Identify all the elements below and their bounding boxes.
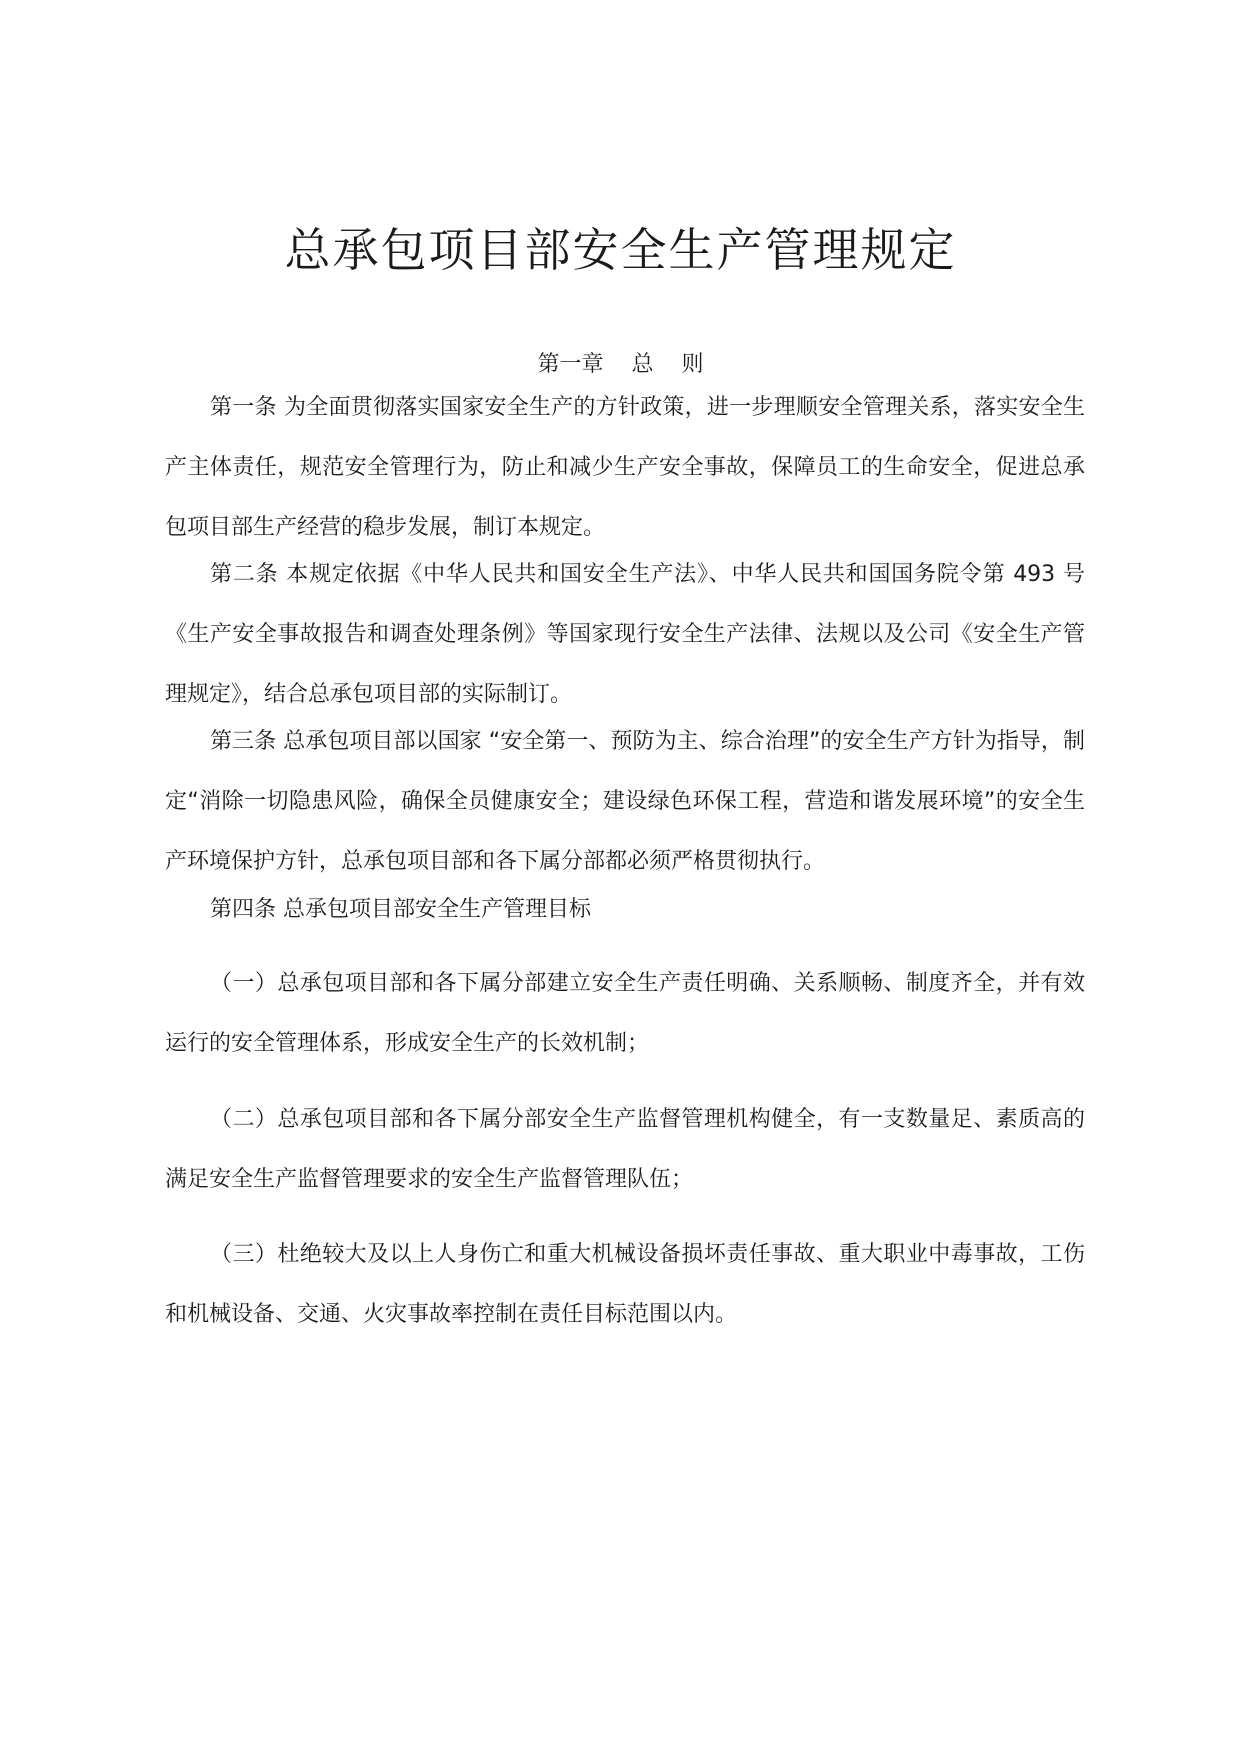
document-title: 总承包项目部安全生产管理规定 [284, 223, 957, 277]
article-4-item-3: （三）杜绝较大及以上人身伤亡和重大机械设备损坏责任事故、重大职业中毒事故，工伤和机械设备、交通、火灾事故率控制在责任目标范围以内。 [165, 1242, 1085, 1327]
article-1: 第一条 为全面贯彻落实国家安全生产的方针政策，进一步理顺安全管理关系，落实安全生产主体责任，规范安全管理行为，防止和减少生产安全事故，保障员工的生命安全，促进总承包项目部生产经营的稳步发展，制订本规定。 [165, 395, 1085, 540]
article-4-item-2: （二）总承包项目部和各下属分部安全生产监督管理机构健全，有一支数量足、素质高的满足安全生产监督管理要求的安全生产监督管理队伍； [165, 1107, 1085, 1192]
article-4-item-1: （一）总承包项目部和各下属分部建立安全生产责任明确、关系顺畅、制度齐全，并有效运行的安全管理体系，形成安全生产的长效机制； [165, 971, 1085, 1056]
article-4-heading: 第四条 总承包项目部安全生产管理目标 [210, 897, 591, 922]
article-3: 第三条 总承包项目部以国家 “安全第一、预防为主、综合治理”的安全生产方针为指导，制定“消除一切隐患风险，确保全员健康安全；建设绿色环保工程，营造和谐发展环境”的安全生产环境保护方针，总承包项目部和各下属分部都必须严格贯彻执行。 [165, 729, 1085, 874]
chapter-heading: 第一章 总 则 [537, 352, 704, 377]
article-2: 第二条 本规定依据《中华人民共和国安全生产法》、中华人民共和国国务院令第 493 号《生产安全事故报告和调查处理条例》等国家现行安全生产法律、法规以及公司《安全生产管理规定》，结合总承包项目部的实际制订。 [165, 562, 1085, 707]
